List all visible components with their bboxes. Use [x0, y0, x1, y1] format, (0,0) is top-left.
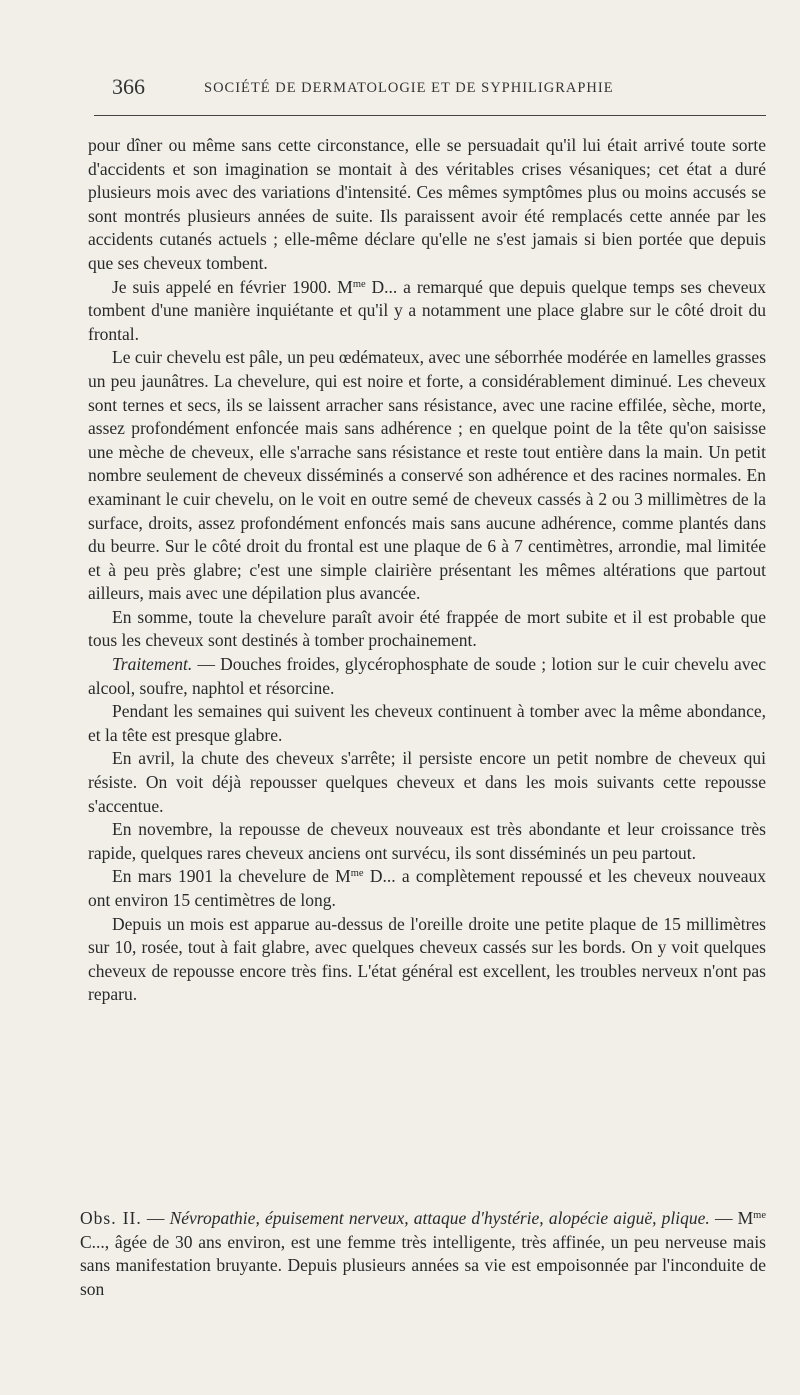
text-span: — M — [709, 1208, 754, 1228]
text-span: Je suis appelé en février 1900. M — [112, 276, 353, 297]
text-span: C..., âgée de 30 ans environ, est une femme très intelligente, très affinée, un peu nerveuse mais sans manifestation bruyante. Depuis plusieurs années sa vie est empoisonnée par l'inconduite de son — [80, 1231, 766, 1299]
treatment-label: Traitement. — [112, 654, 193, 675]
paragraph: En novembre, la repousse de cheveux nouveaux est très abondante et leur croissance très rapide, quelques rares cheveux anciens ont survécu, ils sont disséminés un peu partout. — [88, 819, 766, 863]
page-number: 366 — [112, 74, 145, 99]
superscript: me — [352, 278, 366, 290]
observation-label: Obs. II. — [80, 1208, 142, 1228]
header-rule — [94, 115, 766, 116]
observation-paragraph — [80, 1207, 766, 1301]
superscript: me — [753, 1210, 766, 1222]
paragraph: Pendant les semaines qui suivent les cheveux continuent à tomber avec la même abondance, et la tête est presque glabre. — [88, 701, 766, 745]
page-header — [112, 74, 772, 104]
superscript: me — [350, 868, 364, 880]
running-title: SOCIÉTÉ DE DERMATOLOGIE ET DE SYPHILIGRAPHIE — [204, 80, 614, 96]
paragraph — [88, 653, 766, 700]
paragraph — [88, 865, 766, 912]
paragraph: Depuis un mois est apparue au-dessus de l'oreille droite une petite plaque de 15 millimètres sur 10, rosée, tout à fait glabre, avec quelques cheveux cassés sur les bords. On y voit quelques cheveux de repousse encore très fins. L'état général est excellent, les troubles nerveux n'ont pas reparu. — [88, 913, 766, 1005]
text-span: D... a remarqué que depuis quelque temps ses cheveux tombent d'une manière inquiétante et qu'il y a notamment une place glabre sur le côté droit du frontal. — [88, 276, 766, 344]
observation-section — [80, 1207, 766, 1301]
body-text — [88, 134, 766, 1007]
text-span: En mars 1901 la chevelure de M — [112, 866, 351, 887]
text-span: — — [141, 1208, 170, 1228]
paragraph — [88, 276, 766, 347]
paragraph: En avril, la chute des cheveux s'arrête; il persiste encore un petit nombre de cheveux qui résiste. On voit déjà repousser quelques cheveux et dans les mois suivants cette repousse s'accentue. — [88, 748, 766, 816]
paragraph: En somme, toute la chevelure paraît avoir été frappée de mort subite et il est probable que tous les cheveux sont destinés à tomber prochainement. — [88, 606, 766, 651]
paragraph: Le cuir chevelu est pâle, un peu œdémateux, avec une séborrhée modérée en lamelles grasses un peu jaunâtres. La chevelure, qui est noire et forte, a considérablement diminué. Les cheveux sont ternes et secs, ils se laissent arracher sans résistance, avec une racine effilée, sèche, morte, assez profondément enfoncée mais sans adhérence ; en quelque point de la tête qu'on saisisse une mèche de cheveux, elle s'arrache sans résistance et reste tout entière dans la main. Un petit nombre seulement de cheveux disséminés a conservé son adhérence et des racines normales. En examinant le cuir chevelu, on le voit en outre semé de cheveux cassés à 2 ou 3 millimètres de la surface, droits, assez profondément enfoncés mais sans aucune adhérence, comme plantés dans du beurre. Sur le côté droit du frontal est une plaque de 6 à 7 centimètres, arrondie, mal limitée et à peu près glabre; c'est une simple clairière présentant les mêmes altérations que partout ailleurs, mais avec une dépilation plus avancée. — [88, 347, 766, 604]
paragraph: pour dîner ou même sans cette circonstance, elle se persuadait qu'il lui était arrivé toute sorte d'accidents et son imagination se montait à des véritables crises vésaniques; cet état a duré plusieurs mois avec des variations d'intensité. Ces mêmes symptômes plus ou moins accusés se sont montrés plusieurs années de suite. Ils paraissent avoir été remplacés cette année par les accidents cutanés actuels ; elle-même déclare qu'elle ne s'est jamais si bien portée que depuis que ses cheveux tombent. — [88, 135, 766, 273]
text-span: D... a complètement repoussé et les cheveux nouveaux ont environ 15 centimètres de long. — [88, 866, 766, 910]
text-span: — Douches froides, glycérophosphate de soude ; lotion sur le cuir chevelu avec alcool, soufre, naphtol et résorcine. — [88, 654, 766, 698]
observation-title: Névropathie, épuisement nerveux, attaque d'hystérie, alopécie aiguë, plique. — [169, 1208, 710, 1228]
